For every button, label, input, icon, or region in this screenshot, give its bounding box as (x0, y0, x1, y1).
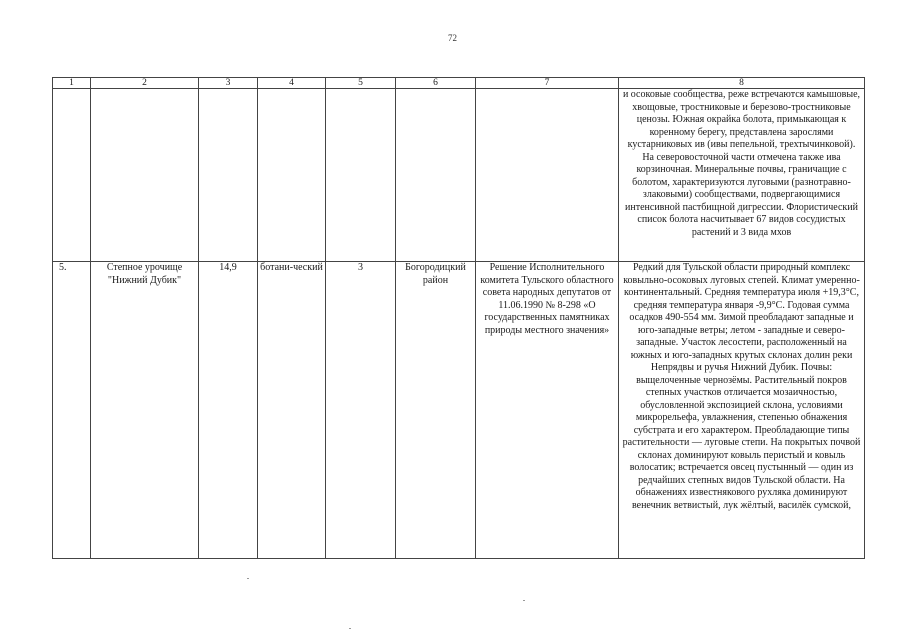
area-decision (476, 89, 619, 262)
area-size (199, 89, 258, 262)
area-description: и осоковые сообщества, реже встречаются камышовые, хвощовые, тростниковые и березово-тростниковые ценозы. Южная окрайка болота, примыкающая к коренному берегу, представлена зарослями кустарниковых ив (ивы пепельной, трехтычинковой). На северовосточной части отмечена также ива корзиночная. Минеральные почвы, граничащие с болотом, характеризуются луговыми (разнотравно-злаковыми) сообществами, подвергающимися интенсивной пастбищной дигрессии. Флористический список болота насчитывает 67 видов сосудистых растений и 3 вида мхов (622, 89, 861, 238)
column-header: 2 (91, 78, 199, 89)
table-row (53, 262, 865, 559)
area-name (91, 89, 199, 262)
area-size: 14,9 (199, 262, 258, 559)
area-description: Редкий для Тульской области природный комплекс ковыльно-осоковых луговых степей. Климат умеренно-континентальный. Средняя температура июля +19,3°С, средняя температура января -9,9°С. Годовая сумма осадков 490-554 мм. Зимой преобладают западные и юго-западные ветры; летом - западные и северо-западные. Участок лесостепи, расположенный на южных и юго-западных крутых склонах долин реки Непрядвы и ручья Нижний Дубик. Почвы: выщелоченные чернозёмы. Растительный покров степных участков отличается мозаичностью, обусловленной экспозицией склона, условиями микрорельефа, увлажнения, степенью обнажения субстрата и его характером. Преобладающие типы растительности — луговые степи. На покрытых почвой склонах доминируют ковыль перистый и ковыль волосатик; встречается овсец пустынный — один из редчайших степных видов Тульской области. На обнажениях известнякового рухляка доминируют венечник ветвистый, лук жёлтый, василёк сумской, (622, 262, 861, 511)
column-header: 6 (396, 78, 476, 89)
area-decision: Решение Исполнительного комитета Тульского областного совета народных депутатов от 11.06.1990 № 8-298 «О государственных памятниках природы местного значения» (476, 262, 619, 559)
area-name: Степное урочище "Нижний Дубик" (91, 262, 199, 559)
area-profile (258, 89, 326, 262)
column-header: 1 (53, 78, 91, 89)
column-header: 8 (619, 78, 865, 89)
column-header: 4 (258, 78, 326, 89)
column-number-row (53, 78, 865, 89)
area-district (396, 89, 476, 262)
column-header: 3 (199, 78, 258, 89)
area-district: Богородицкий район (396, 262, 476, 559)
row-number: 5. (53, 262, 91, 559)
protected-areas-table (52, 77, 865, 559)
page-number: 72 (448, 33, 457, 43)
area-category (326, 89, 396, 262)
column-header: 7 (476, 78, 619, 89)
table-row (53, 89, 865, 262)
column-header: 5 (326, 78, 396, 89)
scan-speck (349, 628, 351, 629)
area-description-cell (619, 89, 865, 262)
scan-speck (523, 600, 525, 601)
area-category: 3 (326, 262, 396, 559)
area-description-cell (619, 262, 865, 559)
scan-speck (247, 578, 249, 579)
area-profile: ботани-ческий (258, 262, 326, 559)
row-number (53, 89, 91, 262)
